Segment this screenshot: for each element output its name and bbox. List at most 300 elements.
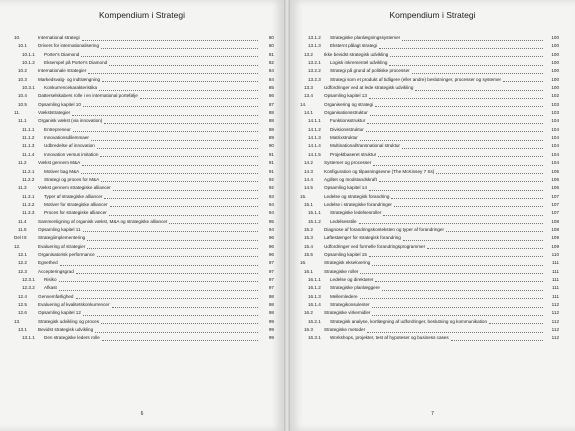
toc-entry-number: 14.4 [304, 176, 313, 182]
toc-entry-page: 91 [268, 160, 274, 166]
dot-leader [102, 334, 258, 341]
toc-entry [14, 59, 274, 67]
toc-entry-title: Strategiimplementering [38, 235, 86, 241]
right-page [290, 0, 575, 431]
toc-entry [14, 34, 274, 42]
toc-entry-title: Vækststrategier [38, 110, 71, 116]
toc-entry-title: Evaluering af strategier [38, 243, 86, 249]
dot-leader [373, 159, 543, 166]
toc-entry [14, 101, 274, 109]
toc-entry-number: 14.3 [304, 168, 313, 174]
toc-entry-number: 10. [14, 35, 21, 40]
toc-entry-title: Ledelse og direktører [330, 276, 374, 282]
toc-entry [300, 193, 559, 201]
toc-entry [300, 284, 559, 292]
dot-leader [378, 151, 543, 158]
dot-leader [360, 134, 543, 141]
dot-leader [360, 293, 543, 300]
toc-entry [300, 34, 559, 42]
toc-entry [300, 243, 559, 251]
dot-leader [113, 184, 258, 191]
toc-entry-number: 11.3.2 [22, 201, 35, 207]
dot-leader [427, 243, 543, 250]
toc-entry-title: Accepteringsgrad [38, 268, 74, 274]
toc-entry-number: 15.1.1 [308, 210, 321, 216]
dot-leader [110, 201, 258, 208]
toc-entry-page: 93 [268, 193, 274, 199]
toc-entry-title: Matrixstruktur [330, 135, 358, 141]
toc-entry-title: International strategi [38, 35, 80, 40]
toc-entry-number: 12.3 [18, 268, 27, 274]
dot-leader [101, 42, 258, 49]
toc-entry-page: 112 [551, 310, 559, 316]
toc-entry-number: 14.1.2 [308, 126, 321, 132]
toc-entry [300, 151, 559, 159]
toc-entry [14, 268, 274, 276]
toc-entry-page: 104 [551, 118, 559, 124]
dot-leader [390, 51, 543, 58]
dot-leader [83, 226, 258, 233]
toc-entry-page: 107 [551, 201, 559, 207]
toc-entry-title: Proces for strategiske alliancer [44, 210, 107, 216]
toc-entry-number: 12.3.2 [22, 285, 35, 291]
toc-entry-number: 13.1 [18, 327, 27, 333]
dot-leader [101, 176, 258, 183]
toc-entry-page: 96 [268, 235, 274, 241]
toc-entry-title: Udfordringer ved at lede strategisk udvikling [324, 85, 414, 91]
toc-entry-page: 95 [268, 218, 274, 224]
dot-leader [403, 234, 543, 241]
dot-leader [99, 84, 258, 91]
toc-entry-page: 92 [268, 176, 274, 182]
toc-entry-title: Strategiske metoder [324, 327, 366, 333]
toc-entry [14, 117, 274, 125]
toc-entry-title: Entrepreneur [44, 126, 71, 132]
toc-entry-number: 15.5 [304, 251, 313, 257]
toc-entry [14, 134, 274, 142]
toc-entry-number: 11.3.1 [22, 193, 35, 199]
dot-leader [369, 251, 543, 258]
toc-entry-number: 11.1.1 [22, 126, 35, 132]
toc-entry [300, 84, 559, 92]
page-title: Kompendium i Strategi [99, 10, 185, 20]
toc-entry-page: 106 [551, 185, 559, 191]
dot-leader [104, 193, 258, 200]
toc-entry-page: 98 [268, 293, 274, 299]
toc-entry-page: 89 [268, 135, 274, 141]
dot-leader [375, 101, 543, 108]
toc-entry [300, 142, 559, 150]
toc-entry-page: 94 [268, 201, 274, 207]
dot-leader [76, 268, 258, 275]
dot-leader [372, 309, 543, 316]
toc-entry-number: 16.1 [304, 268, 313, 274]
toc-entry-number: 13.4 [304, 93, 313, 99]
dot-leader [59, 284, 258, 291]
toc-entry-page: 112 [551, 327, 559, 333]
toc-entry-number: 15.1 [304, 201, 313, 207]
toc-entry-number: 16.1.2 [308, 285, 321, 291]
toc-entry [14, 276, 274, 284]
toc-entry-number: 10.3 [18, 76, 27, 82]
toc-entry-page: 108 [551, 226, 559, 232]
toc-entry-number: 12.2 [18, 260, 27, 266]
toc-entry [14, 92, 274, 100]
toc-entry [14, 193, 274, 201]
toc-entry-page: 112 [551, 335, 559, 341]
dot-leader [446, 226, 543, 233]
dot-leader [169, 218, 258, 225]
toc-entry-page: 96 [268, 251, 274, 257]
toc-entry-title: Strategikonsulenter [330, 302, 370, 307]
toc-entry [300, 134, 559, 142]
toc-entry-page: 99 [268, 327, 274, 333]
toc-entry [14, 334, 274, 342]
dot-leader [112, 301, 259, 308]
dot-leader [87, 234, 258, 241]
toc-entry [300, 101, 559, 109]
dot-leader [97, 251, 258, 258]
toc-entry-number: 11.2.1 [22, 168, 35, 174]
toc-entry [300, 67, 559, 75]
toc-entry-title: Udfordringer ved formelle forandringsprogrammer [324, 243, 426, 249]
toc-entry [300, 268, 559, 276]
toc-entry-title: Innovationsdilemmaer [44, 135, 89, 141]
toc-entry-title: Multinational/transnational struktur [330, 143, 400, 149]
toc-entry-page: 98 [268, 302, 274, 307]
toc-entry-page: 108 [551, 218, 559, 224]
toc-entry-number: 13.2.3 [308, 76, 321, 82]
toc-entry-page: 97 [268, 276, 274, 282]
toc-entry-page: 111 [552, 260, 559, 266]
toc-entry-number: 10.2 [18, 68, 27, 74]
dot-leader [372, 301, 543, 308]
toc-entry [14, 318, 274, 326]
dot-leader [88, 67, 258, 74]
toc-entry [14, 209, 274, 217]
toc-entry-page: 99 [268, 335, 274, 341]
toc-entry [300, 201, 559, 209]
toc-entry-page: 104 [551, 143, 559, 149]
dot-leader [76, 293, 259, 300]
toc-entry-number: 16. [300, 260, 307, 266]
toc-entry-number: 16.2.1 [308, 318, 321, 324]
dot-leader [383, 209, 543, 216]
toc-entry-number: 10.1.1 [22, 51, 35, 57]
toc-entry-title: Mellemledere [330, 293, 358, 299]
toc-entry [14, 67, 274, 75]
toc-entry-title: Udbredelse af innovation [44, 143, 95, 149]
toc-entry-number: 11.5 [18, 226, 27, 232]
toc-entry-number: 16.1.1 [308, 276, 321, 282]
toc-entry-number: 12. [14, 243, 21, 249]
toc-entry-page: 81 [268, 51, 274, 57]
toc-entry-page: 107 [551, 210, 559, 216]
toc-entry-page: 80 [268, 43, 274, 49]
toc-entry [14, 309, 274, 317]
toc-entry [300, 176, 559, 184]
dot-leader [140, 92, 258, 99]
dot-leader [83, 309, 258, 316]
toc-entry [300, 209, 559, 217]
toc-entry-number: 12.3.1 [22, 276, 35, 282]
toc-entry [14, 234, 274, 242]
toc-entry-page: 105 [551, 168, 559, 174]
toc-entry-number: 15.1.2 [308, 218, 321, 224]
toc-entry [14, 151, 274, 159]
toc-entry [14, 226, 274, 234]
toc-entry-number: 11.1.4 [22, 151, 35, 157]
toc-entry-title: Porter's Diamond [44, 51, 80, 57]
toc-entry-title: Divisionsstruktur [330, 126, 364, 132]
toc-entry [300, 76, 559, 84]
toc-entry-page: 82 [268, 60, 274, 66]
dot-leader [415, 84, 543, 91]
toc-entry-page: 100 [551, 68, 559, 74]
dot-leader [366, 126, 543, 133]
dot-leader [372, 259, 543, 266]
page-number: 6 [140, 411, 144, 417]
toc-entry-page: 102 [551, 93, 559, 99]
toc-entry-title: Opsamling kapitel 11 [38, 226, 81, 232]
toc-entry-number: 10.5 [18, 101, 27, 107]
toc-entry-number: 12.6 [18, 310, 27, 316]
toc-entry-page: 104 [551, 126, 559, 132]
toc-entry-number: 11.3.3 [22, 210, 35, 216]
toc-entry-page: 112 [551, 302, 559, 307]
toc-entry-page: 107 [551, 193, 559, 199]
toc-entry-title: Typer af strategiske alliancer [44, 193, 103, 199]
dot-leader [369, 92, 543, 99]
dot-leader [367, 117, 543, 124]
toc-entry-number: 10.3.1 [22, 85, 35, 91]
toc-entry-page: 86 [268, 93, 274, 99]
toc-entry-number: 15. [300, 193, 307, 199]
toc-entry [14, 301, 274, 309]
toc-entry-number: 14. [300, 101, 307, 107]
toc-entry-title: Agilitet og modstandskraft [324, 176, 377, 182]
dot-leader [100, 151, 258, 158]
dot-leader [360, 268, 543, 275]
dot-leader [87, 243, 258, 250]
toc-entry-title: Eksempel på Porter's Diamond [44, 60, 108, 66]
toc-entry-number: 14.1.5 [308, 151, 321, 157]
toc-entry-title: Vækst gennem M&A [38, 160, 81, 166]
toc-entry-page: 110 [551, 251, 559, 257]
toc-entry-page: 92 [268, 185, 274, 191]
dot-leader [60, 259, 258, 266]
toc-entry-number: 11.4 [18, 218, 27, 224]
toc-entry-title: Markedsvalg- og indtrængning [38, 76, 101, 82]
toc-entry-number: 13.2 [304, 51, 313, 57]
toc-entry-page: 100 [551, 35, 559, 40]
dot-leader [95, 326, 258, 333]
toc-entry-title: Funktionsstruktur [330, 118, 366, 124]
toc-entry-page: 100 [551, 51, 559, 57]
dot-leader [370, 109, 543, 116]
toc-entry-page: 91 [268, 168, 274, 174]
toc-entry-page: 103 [551, 110, 559, 116]
toc-entry-page: 88 [268, 118, 274, 124]
dot-leader [102, 76, 258, 83]
toc-entry-title: Organisatorisk performance [38, 251, 95, 257]
dot-leader [489, 318, 543, 325]
toc-entry-page: 94 [268, 210, 274, 216]
toc-entry-title: Ledelse i strategiske forandringer [324, 201, 392, 207]
toc-entry-number: 16.3.1 [308, 335, 321, 341]
toc-entry [14, 84, 274, 92]
dot-leader [402, 34, 543, 41]
toc-entry-number: 13.2.2 [308, 68, 321, 74]
toc-entry [14, 142, 274, 150]
toc-entry-number: 16.1.3 [308, 293, 321, 299]
toc-entry-title: Ledelse og strategisk forandring [324, 193, 390, 199]
toc-entry-title: Strategiske virkemidler [324, 310, 371, 316]
toc-entry-title: Strategiske roller [324, 268, 359, 274]
toc-entry-page: 100 [551, 76, 559, 82]
dot-leader [104, 117, 258, 124]
toc-entry-title: Konkurrencekarakteristika [44, 85, 98, 91]
toc-entry [300, 92, 559, 100]
toc-entry-number: 11.1.2 [22, 135, 35, 141]
toc-entry [300, 218, 559, 226]
dot-leader [503, 76, 543, 83]
toc-entry [300, 276, 559, 284]
toc-entry-number: 13.3 [304, 85, 313, 91]
toc-entry-page: 100 [551, 60, 559, 66]
toc-entry-title: Systemer og processer [324, 160, 372, 166]
toc-entry-number: Del III: [14, 235, 28, 241]
toc-entry-title: Innovation versus imitation [44, 151, 99, 157]
toc-entry-title: Opsamling kapitel 15 [324, 251, 367, 257]
toc-entry-page: 94 [268, 226, 274, 232]
toc-entry-title: Opsamling kapitel 12 [38, 310, 81, 316]
toc-entry [300, 126, 559, 134]
toc-entry [300, 293, 559, 301]
dot-leader [379, 176, 543, 183]
toc-entry-number: 11. [14, 110, 21, 116]
dot-leader [101, 318, 258, 325]
toc-entry-number: 10.4 [18, 93, 27, 99]
toc-entry-number: 10.1 [18, 43, 27, 49]
toc-entry-number: 13.1.1 [22, 335, 35, 341]
toc-entry-number: 11.1 [18, 118, 27, 124]
dot-leader [109, 59, 258, 66]
toc-entry [14, 51, 274, 59]
dot-leader [81, 168, 258, 175]
toc-entry-page: 111 [552, 276, 559, 282]
dot-leader [83, 101, 258, 108]
toc-entry-number: 15.3 [304, 235, 313, 241]
dot-leader [451, 334, 543, 341]
toc-entry-page: 88 [268, 126, 274, 132]
toc-entry [14, 109, 274, 117]
toc-entry-title: Bevidst strategisk udvikling [38, 327, 94, 333]
toc-entry [14, 251, 274, 259]
toc-entry [14, 184, 274, 192]
toc-entry-title: Datterselskabers rolle i en international portefølje [38, 93, 138, 99]
toc-entry-page: 96 [268, 243, 274, 249]
toc-entry-number: 13.1.2 [308, 35, 321, 40]
toc-entry-page: 84 [268, 76, 274, 82]
toc-entry-title: Strategisk udvikling og proces [38, 318, 100, 324]
toc-entry [14, 259, 274, 267]
toc-entry [300, 159, 559, 167]
toc-entry [300, 168, 559, 176]
toc-entry-number: 14.1 [304, 110, 313, 116]
toc-entry-number: 14.1.4 [308, 143, 321, 149]
toc-entry [14, 176, 274, 184]
dot-leader [73, 126, 258, 133]
toc-entry-page: 111 [552, 293, 559, 299]
dot-leader [402, 142, 543, 149]
toc-entry-page: 111 [552, 268, 559, 274]
toc-entry-page: 111 [552, 285, 559, 291]
toc-entry-number: 15.2 [304, 226, 313, 232]
toc-entry-number: 10.1.2 [22, 60, 35, 66]
table-of-contents [14, 34, 274, 343]
toc-entry-title: Risiko [44, 276, 57, 282]
toc-entry-title: Projektbaseret struktur [330, 151, 377, 157]
dot-leader [81, 51, 258, 58]
toc-entry-title: Strategisk eksekvering [324, 260, 371, 266]
toc-entry-title: Gennemførlighed [38, 293, 74, 299]
toc-entry [300, 51, 559, 59]
dot-leader [97, 142, 258, 149]
toc-entry-title: Diagnose af forandringskonteksten og typer af forandringer [324, 226, 445, 232]
toc-entry [14, 76, 274, 84]
toc-entry-title: Organisering og strategi [324, 101, 374, 107]
toc-entry-title: Ikke bevidst strategisk udvikling [324, 51, 389, 57]
table-of-contents [300, 34, 559, 343]
page-title: Kompendium i Strategi [389, 10, 476, 20]
toc-entry [300, 117, 559, 125]
toc-entry-number: 14.2 [304, 160, 313, 166]
toc-entry [14, 284, 274, 292]
toc-entry-page: 97 [268, 285, 274, 291]
dot-leader [109, 209, 258, 216]
toc-entry-number: 12.1 [18, 251, 27, 257]
dot-leader [382, 284, 543, 291]
toc-entry-number: 13.1.3 [308, 43, 321, 49]
toc-entry-title: Evaluering af kvalitetskonkurrencer [38, 302, 110, 307]
toc-entry-title: Logisk inkrementel udvikling [330, 60, 388, 66]
toc-entry-title: Den strategiske leders rolle [44, 335, 100, 341]
toc-entry [300, 184, 559, 192]
toc-entry [14, 168, 274, 176]
toc-entry-page: 80 [268, 35, 274, 40]
toc-entry-title: Strategi på grund af politiske processer [330, 68, 410, 74]
toc-entry [300, 309, 559, 317]
dot-leader [72, 109, 258, 116]
toc-entry-page: 100 [551, 85, 559, 91]
toc-entry-title: Strategiske planlæggere [330, 285, 380, 291]
dot-leader [389, 59, 543, 66]
toc-entry-title: Sammenligning af organisk vækst, M&A og strategiske alliancer [38, 218, 168, 224]
toc-entry [300, 42, 559, 50]
toc-entry [14, 326, 274, 334]
toc-entry-number: 11.2 [18, 160, 27, 166]
toc-entry-page: 97 [268, 268, 274, 274]
toc-entry-title: Afkast [44, 285, 57, 291]
toc-entry-page: 100 [551, 43, 559, 49]
page-number: 7 [431, 411, 434, 417]
left-page [0, 0, 284, 431]
toc-entry-title: Eksternt pålagt strategi [330, 43, 377, 49]
toc-entry [14, 293, 274, 301]
toc-entry [300, 259, 559, 267]
toc-entry-page: 90 [268, 143, 274, 149]
